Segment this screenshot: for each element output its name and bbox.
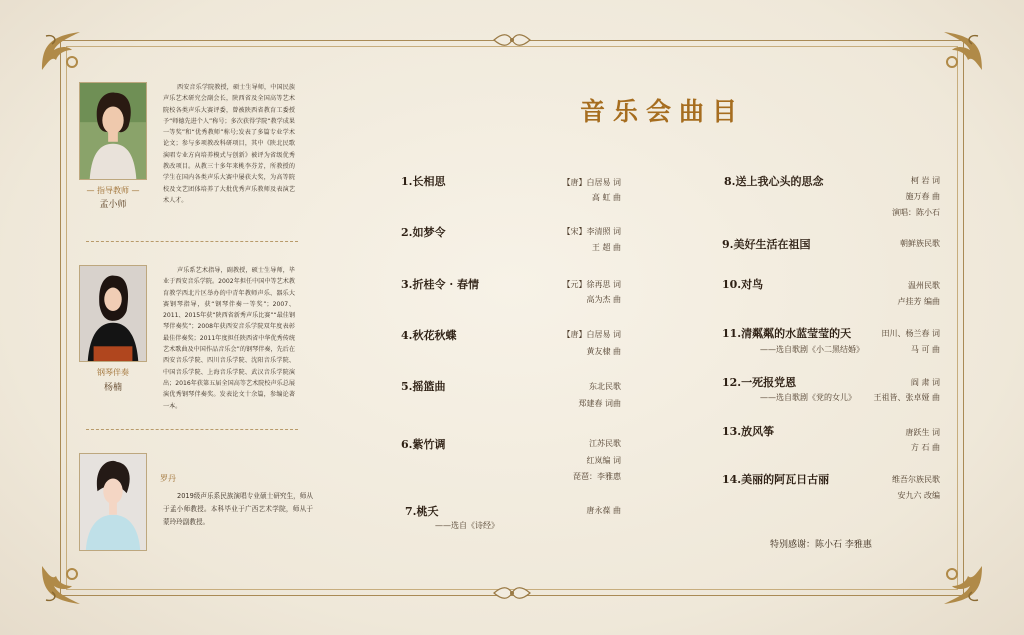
- program-item-credit: 柯 岩 词: [910, 176, 940, 185]
- program-item-subtitle: ——选自《诗经》: [435, 521, 499, 530]
- program-item-title: 4.秋花秋蝶: [401, 329, 457, 342]
- program-item-credit: 安九六 改编: [897, 491, 940, 500]
- program-item-credit: 阎 肃 词: [910, 378, 940, 387]
- program-item-credit: 【宋】李清照 词: [562, 227, 621, 236]
- top-center-ornament-icon: [492, 33, 532, 47]
- program-item-credit: 【唐】白居易 词: [562, 178, 621, 187]
- teacher-name: 孟小师: [99, 200, 127, 210]
- program-item-credit: 王 超 曲: [591, 243, 621, 252]
- program-item-credit: 田川、杨兰春 词: [881, 329, 940, 338]
- program-item-credit: 琵琶：李雅惠: [573, 472, 621, 481]
- program-item-title: 3.折桂令 · 春情: [401, 278, 479, 291]
- corner-ornament-icon: [38, 28, 84, 74]
- program-item-credit: 东北民歌: [589, 382, 621, 391]
- program-item-credit: 卢挂芳 编曲: [897, 297, 940, 306]
- program-item-title: 1.长相思: [401, 175, 446, 188]
- pianist-role: 钢琴伴奏: [97, 368, 129, 377]
- program-item-title: 10.对鸟: [722, 278, 764, 291]
- program-item-title: 6.紫竹调: [401, 438, 446, 451]
- program-item-title: 14.美丽的阿瓦日古丽: [722, 473, 830, 486]
- teacher-bio: 西安音乐学院教授，硕士生导师，中国民族声乐艺术研究会副会长，陕西省及全国高等艺术院校各类声乐大赛评委，曾被陕西省教育工委授予“师德先进个人”称号；多次获得学院“教学成果一等奖”和“优秀教师”称号;发表了多篇专业学术论文；参与多项教改科研项目，其中《陕北民歌演唱专业方向培养模式与创新》被评为省级优秀教改项目。从教三十多年来桃李芬芳，所教授的学生在国内各类声乐大赛中屡获大奖，为高等院校及文艺团体培养了大批优秀声乐教师及表演艺术人才。: [163, 84, 295, 204]
- program-item-title: 2.如梦令: [401, 226, 446, 239]
- program-item-credit: 红岚编 词: [586, 456, 621, 465]
- teacher-photo: [79, 82, 147, 180]
- singer-name: 罗丹: [160, 474, 176, 483]
- corner-ornament-icon: [940, 562, 986, 608]
- bio-divider: [86, 429, 298, 430]
- singer-photo: [79, 453, 147, 551]
- program-item-title: 11.清粼粼的水蓝莹莹的天: [722, 327, 852, 340]
- bio-divider: [86, 241, 298, 242]
- program-item-subtitle: ——选自歌剧《小二黑结婚》: [760, 345, 864, 354]
- bottom-center-ornament-icon: [492, 586, 532, 600]
- program-item-credit: 黄友棣 曲: [586, 347, 621, 356]
- program-item-title: 5.摇篮曲: [401, 380, 446, 393]
- program-item-title: 12.一死报党恩: [722, 376, 797, 389]
- program-item-title: 13.放风筝: [722, 425, 775, 438]
- pianist-name: 杨楠: [103, 383, 122, 393]
- program-item-credit: 江苏民歌: [589, 439, 621, 448]
- program-item-credit: 演唱：陈小石: [892, 208, 940, 217]
- pianist-photo: [79, 265, 147, 362]
- program-item-credit: 唐永葆 曲: [586, 506, 621, 515]
- page-title: 音乐会曲目: [580, 97, 746, 126]
- program-item-credit: 方 石 曲: [910, 443, 940, 452]
- teacher-role: — 指导教师 —: [86, 186, 140, 195]
- program-item-title: 9.美好生活在祖国: [722, 238, 811, 251]
- program-item-credit: 唐跃生 词: [905, 428, 940, 437]
- corner-ornament-icon: [38, 562, 84, 608]
- corner-ornament-icon: [940, 28, 986, 74]
- singer-bio: 2019级声乐系民族演唱专业硕士研究生，师从于孟小师教授。本科毕业于广西艺术学院，师从于蒙玲玲副教授。: [163, 492, 313, 526]
- program-item-title: 8.送上我心头的思念: [724, 175, 824, 188]
- program-item-credit: 马 可 曲: [910, 345, 940, 354]
- program-item-credit: 高为杰 曲: [586, 295, 621, 304]
- program-item-credit: 朝鲜族民歌: [900, 239, 940, 248]
- program-item-credit: 维吾尔族民歌: [892, 475, 940, 484]
- program-item-credit: 【唐】白居易 词: [562, 330, 621, 339]
- pianist-bio: 声乐系艺术指导，副教授，硕士生导师，毕业于西安音乐学院。2002年担任中国中等艺术教育教学西北片区举办的中青年教师声乐、器乐大赛钢琴指导，获“钢琴伴奏一等奖”；2007、2011、2015年获“陕西省新秀声乐比赛”“最佳钢琴伴奏奖”；2008年获西安音乐学院双年度表彰最佳伴奏奖；2011年度担任陕西省中华优秀传统艺术歌曲及中国作品音乐会”的钢琴伴奏，先后在西安音乐学院、四川音乐学院、沈阳音乐学院、中国音乐学院、上海音乐学院、武汉音乐学院演出；2016年获第五届全国高等艺术院校声乐总展演优秀钢琴伴奏奖。发表论文十余篇，参编论著一本。: [163, 267, 295, 410]
- program-item-credit: 【元】徐再思 词: [562, 280, 621, 289]
- program-item-title: 7.桃夭: [405, 505, 439, 518]
- program-item-credit: 高 虹 曲: [591, 193, 621, 202]
- program-item-subtitle: ——选自歌剧《党的女儿》: [760, 393, 856, 402]
- program-item-credit: 施万春 曲: [905, 192, 940, 201]
- program-item-credit: 王祖皆、张卓娅 曲: [873, 393, 940, 402]
- special-thanks: 特别感谢：陈小石 李雅惠: [770, 540, 872, 550]
- program-item-credit: 郑建春 词曲: [578, 399, 621, 408]
- program-item-credit: 温州民歌: [908, 281, 940, 290]
